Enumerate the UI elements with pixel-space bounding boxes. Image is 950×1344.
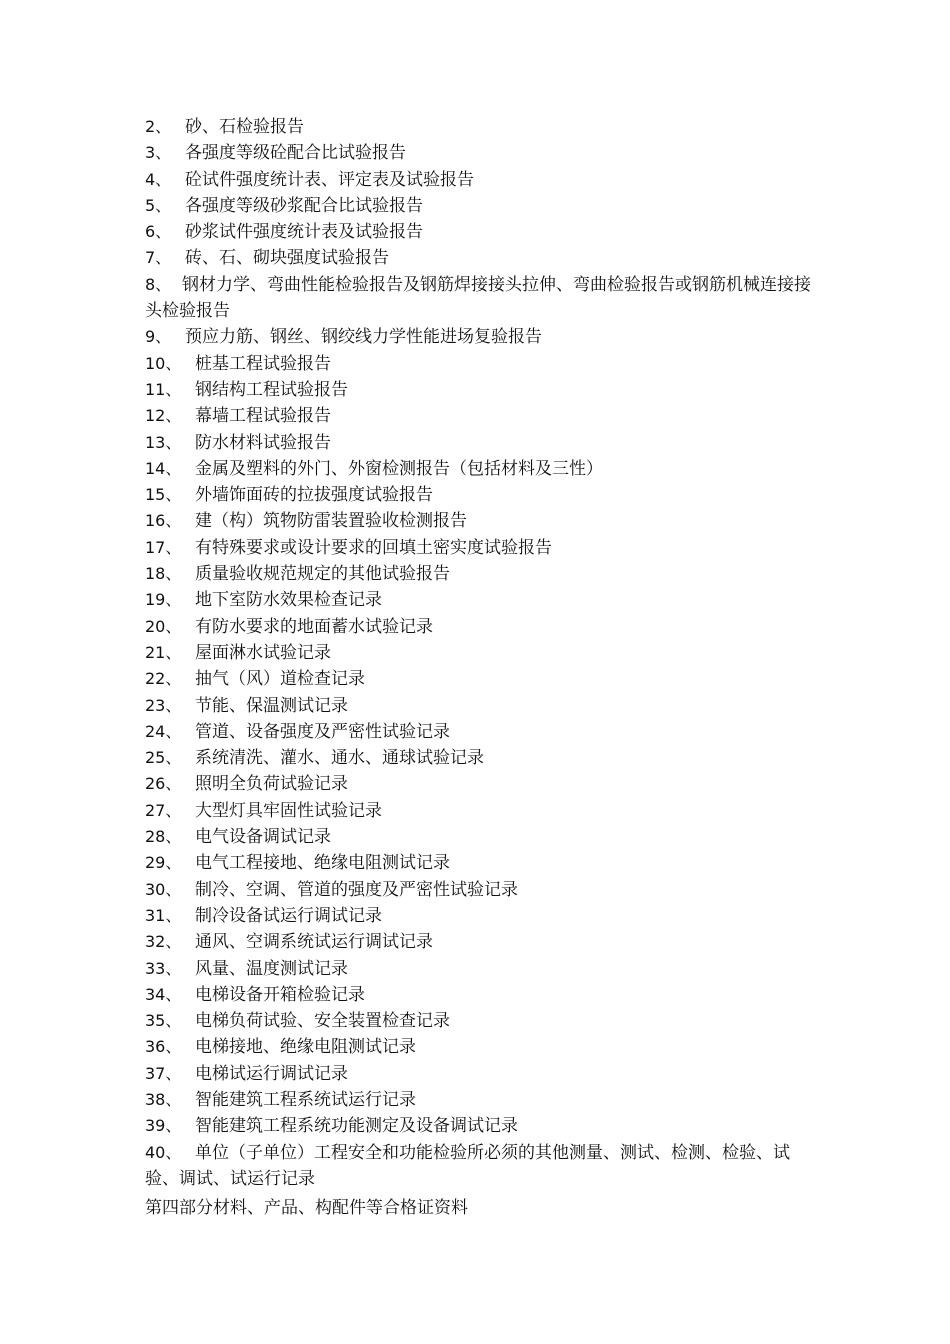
item-number: 18、	[145, 564, 182, 584]
list-item	[145, 140, 813, 166]
item-text: 钢材力学、弯曲性能检验报告及钢筋焊接接头拉伸、弯曲检验报告或钢筋机械连接接头检验报告	[145, 274, 811, 322]
item-text: 桩基工程试验报告	[195, 353, 331, 374]
item-text: 制冷设备试运行调试记录	[195, 905, 382, 926]
list-item	[145, 1008, 813, 1034]
item-text: 砂、石检验报告	[185, 117, 304, 137]
list-item	[145, 850, 813, 876]
list-item	[145, 377, 813, 403]
item-number: 17、	[145, 537, 182, 557]
test-report-list	[145, 114, 813, 1192]
list-item	[145, 482, 813, 508]
item-number: 36、	[145, 1037, 182, 1057]
item-text: 各强度等级砼配合比试验报告	[185, 143, 406, 164]
list-item	[145, 245, 813, 271]
item-number: 11、	[145, 379, 182, 399]
list-item	[145, 351, 813, 377]
item-text: 建（构）筑物防雷装置验收检测报告	[195, 511, 467, 532]
item-number: 4、	[145, 169, 172, 189]
list-item	[145, 982, 813, 1008]
item-text: 外墙饰面砖的拉拔强度试验报告	[195, 485, 433, 506]
list-item	[145, 666, 813, 692]
list-item	[145, 798, 813, 824]
item-number: 14、	[145, 458, 182, 478]
list-item	[145, 587, 813, 613]
list-item	[145, 324, 813, 350]
list-item	[145, 693, 813, 719]
list-item	[145, 403, 813, 429]
list-item	[145, 1140, 813, 1193]
list-item	[145, 272, 813, 325]
item-text: 电梯设备开箱检验记录	[195, 984, 365, 1005]
item-text: 通风、空调系统试运行调试记录	[195, 932, 433, 953]
item-number: 12、	[145, 406, 182, 426]
item-number: 24、	[145, 721, 182, 741]
item-text: 单位（子单位）工程安全和功能检验所必须的其他测量、测试、检测、检验、试验、调试、试运行记录	[145, 1142, 790, 1189]
item-number: 38、	[145, 1089, 182, 1109]
list-item	[145, 877, 813, 903]
list-item	[145, 219, 813, 245]
item-text: 质量验收规范规定的其他试验报告	[195, 564, 450, 585]
item-text: 有特殊要求或设计要求的回填土密实度试验报告	[195, 537, 552, 558]
item-number: 29、	[145, 853, 182, 873]
item-number: 31、	[145, 905, 182, 925]
item-text: 制冷、空调、管道的强度及严密性试验记录	[195, 879, 518, 900]
item-text: 金属及塑料的外门、外窗检测报告（包括材料及三性）	[195, 458, 603, 479]
item-number: 9、	[145, 327, 172, 347]
item-number: 8、	[145, 274, 172, 294]
item-text: 防水材料试验报告	[195, 432, 331, 453]
list-item	[145, 430, 813, 456]
item-number: 33、	[145, 958, 182, 978]
item-number: 19、	[145, 590, 182, 610]
list-item	[145, 929, 813, 955]
item-text: 砂浆试件强度统计表及试验报告	[185, 222, 423, 243]
list-item	[145, 561, 813, 587]
item-text: 照明全负荷试验记录	[195, 774, 348, 795]
item-number: 39、	[145, 1116, 182, 1136]
item-number: 7、	[145, 248, 172, 268]
item-text: 风量、温度测试记录	[195, 958, 348, 979]
item-text: 大型灯具牢固性试验记录	[195, 800, 382, 821]
item-number: 37、	[145, 1063, 182, 1083]
item-number: 20、	[145, 616, 182, 636]
item-number: 35、	[145, 1011, 182, 1031]
item-text: 砼试件强度统计表、评定表及试验报告	[185, 169, 474, 190]
list-item	[145, 745, 813, 771]
item-text: 智能建筑工程系统试运行记录	[195, 1089, 416, 1110]
item-text: 有防水要求的地面蓄水试验记录	[195, 616, 433, 637]
item-number: 30、	[145, 879, 182, 899]
item-number: 34、	[145, 984, 182, 1004]
item-text: 抽气（风）道检查记录	[195, 669, 365, 690]
list-item	[145, 456, 813, 482]
item-number: 21、	[145, 642, 182, 662]
list-item	[145, 1034, 813, 1060]
item-number: 23、	[145, 695, 182, 715]
list-item	[145, 771, 813, 797]
item-number: 28、	[145, 827, 182, 847]
item-text: 系统清洗、灌水、通水、通球试验记录	[195, 748, 484, 769]
list-item	[145, 508, 813, 534]
item-number: 3、	[145, 143, 172, 163]
list-item	[145, 167, 813, 193]
list-item	[145, 956, 813, 982]
item-text: 砖、石、砌块强度试验报告	[185, 248, 389, 269]
item-number: 2、	[145, 117, 172, 136]
item-text: 电气设备调试记录	[195, 827, 331, 848]
item-text: 智能建筑工程系统功能测定及设备调试记录	[195, 1116, 518, 1137]
item-number: 5、	[145, 195, 172, 215]
list-item	[145, 1087, 813, 1113]
item-text: 预应力筋、钢丝、钢绞线力学性能进场复验报告	[185, 327, 542, 348]
list-item	[145, 614, 813, 640]
list-item	[145, 640, 813, 666]
item-text: 节能、保温测试记录	[195, 695, 348, 716]
item-number: 10、	[145, 353, 182, 373]
item-text: 各强度等级砂浆配合比试验报告	[185, 195, 423, 216]
item-text: 电气工程接地、绝缘电阻测试记录	[195, 853, 450, 874]
list-item	[145, 903, 813, 929]
item-number: 25、	[145, 748, 182, 768]
item-number: 13、	[145, 432, 182, 452]
item-text: 电梯接地、绝缘电阻测试记录	[195, 1037, 416, 1058]
item-text: 屋面淋水试验记录	[195, 642, 331, 663]
item-text: 地下室防水效果检查记录	[195, 590, 382, 611]
item-number: 32、	[145, 932, 182, 952]
item-number: 27、	[145, 800, 182, 820]
item-number: 16、	[145, 511, 182, 531]
item-text: 电梯试运行调试记录	[195, 1063, 348, 1084]
list-item	[145, 535, 813, 561]
item-text: 幕墙工程试验报告	[195, 406, 331, 427]
item-number: 26、	[145, 774, 182, 794]
section-heading: 第四部分材料、产品、构配件等合格证资料	[145, 1198, 468, 1218]
list-item	[145, 114, 813, 140]
list-item	[145, 1113, 813, 1139]
item-number: 6、	[145, 222, 172, 242]
list-item	[145, 1061, 813, 1087]
list-item	[145, 719, 813, 745]
list-item	[145, 193, 813, 219]
item-text: 管道、设备强度及严密性试验记录	[195, 721, 450, 742]
item-number: 22、	[145, 669, 182, 689]
item-text: 电梯负荷试验、安全装置检查记录	[195, 1011, 450, 1032]
item-text: 钢结构工程试验报告	[195, 379, 348, 400]
item-number: 40、	[145, 1142, 182, 1162]
item-number: 15、	[145, 485, 182, 505]
list-item	[145, 824, 813, 850]
